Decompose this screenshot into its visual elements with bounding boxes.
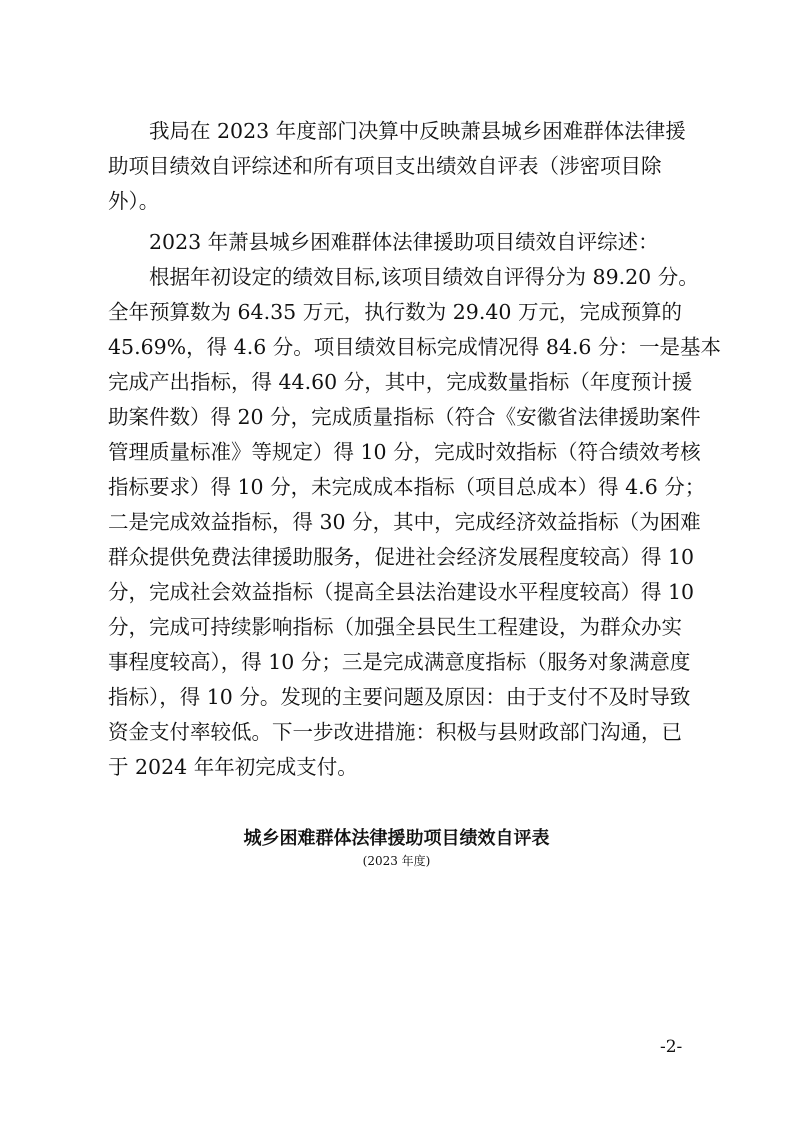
paragraph-line: 于 2024 年年初完成支付。	[108, 755, 358, 779]
paragraph-line: 分，完成社会效益指标（提高全县法治建设水平程度较高）得 10	[108, 580, 695, 604]
paragraph-line: 二是完成效益指标，得 30 分，其中，完成经济效益指标（为困难	[108, 510, 701, 534]
paragraph-line: 群众提供免费法律援助服务，促进社会经济发展程度较高）得 10	[108, 545, 695, 569]
paragraph-line: 助项目绩效自评综述和所有项目支出绩效自评表（涉密项目除	[108, 154, 662, 178]
table-title: 城乡困难群体法律援助项目绩效自评表	[243, 828, 550, 849]
paragraph-line: 外）。	[108, 189, 160, 213]
evaluation-paragraph	[108, 260, 721, 785]
paragraph-line: 管理质量标准》等规定）得 10 分，完成时效指标（符合绩效考核	[108, 440, 701, 464]
table-year: (2023 年度)	[362, 854, 431, 868]
paragraph-line: 完成产出指标，得 44.60 分，其中，完成数量指标（年度预计援	[108, 370, 693, 394]
paragraph-line: 指标要求）得 10 分，未完成成本指标（项目总成本）得 4.6 分；	[108, 475, 706, 499]
intro-paragraph	[108, 114, 708, 219]
paragraph-line: 资金支付率较低。下一步改进措施：积极与县财政部门沟通，已	[108, 720, 682, 744]
paragraph-line: 2023 年萧县城乡困难群体法律援助项目绩效自评综述：	[149, 230, 659, 254]
paragraph-line: 指标），得 10 分。发现的主要问题及原因：由于支付不及时导致	[108, 685, 691, 709]
paragraph-line: 根据年初设定的绩效目标,该项目绩效自评得分为 89.20 分。	[149, 265, 699, 289]
paragraph-line: 事程度较高），得 10 分；三是完成满意度指标（服务对象满意度	[108, 650, 691, 674]
paragraph-line: 全年预算数为 64.35 万元，执行数为 29.40 万元，完成预算的	[108, 300, 682, 324]
summary-heading-paragraph	[108, 225, 708, 260]
paragraph-line: 分，完成可持续影响指标（加强全县民生工程建设，为群众办实	[108, 615, 682, 639]
page-number: -2-	[660, 1037, 683, 1057]
paragraph-line: 我局在 2023 年度部门决算中反映萧县城乡困难群体法律援	[149, 119, 686, 143]
paragraph-line: 助案件数）得 20 分，完成质量指标（符合《安徽省法律援助案件	[108, 405, 701, 429]
paragraph-line: 45.69%，得 4.6 分。项目绩效目标完成情况得 84.6 分：一是基本	[108, 335, 721, 359]
